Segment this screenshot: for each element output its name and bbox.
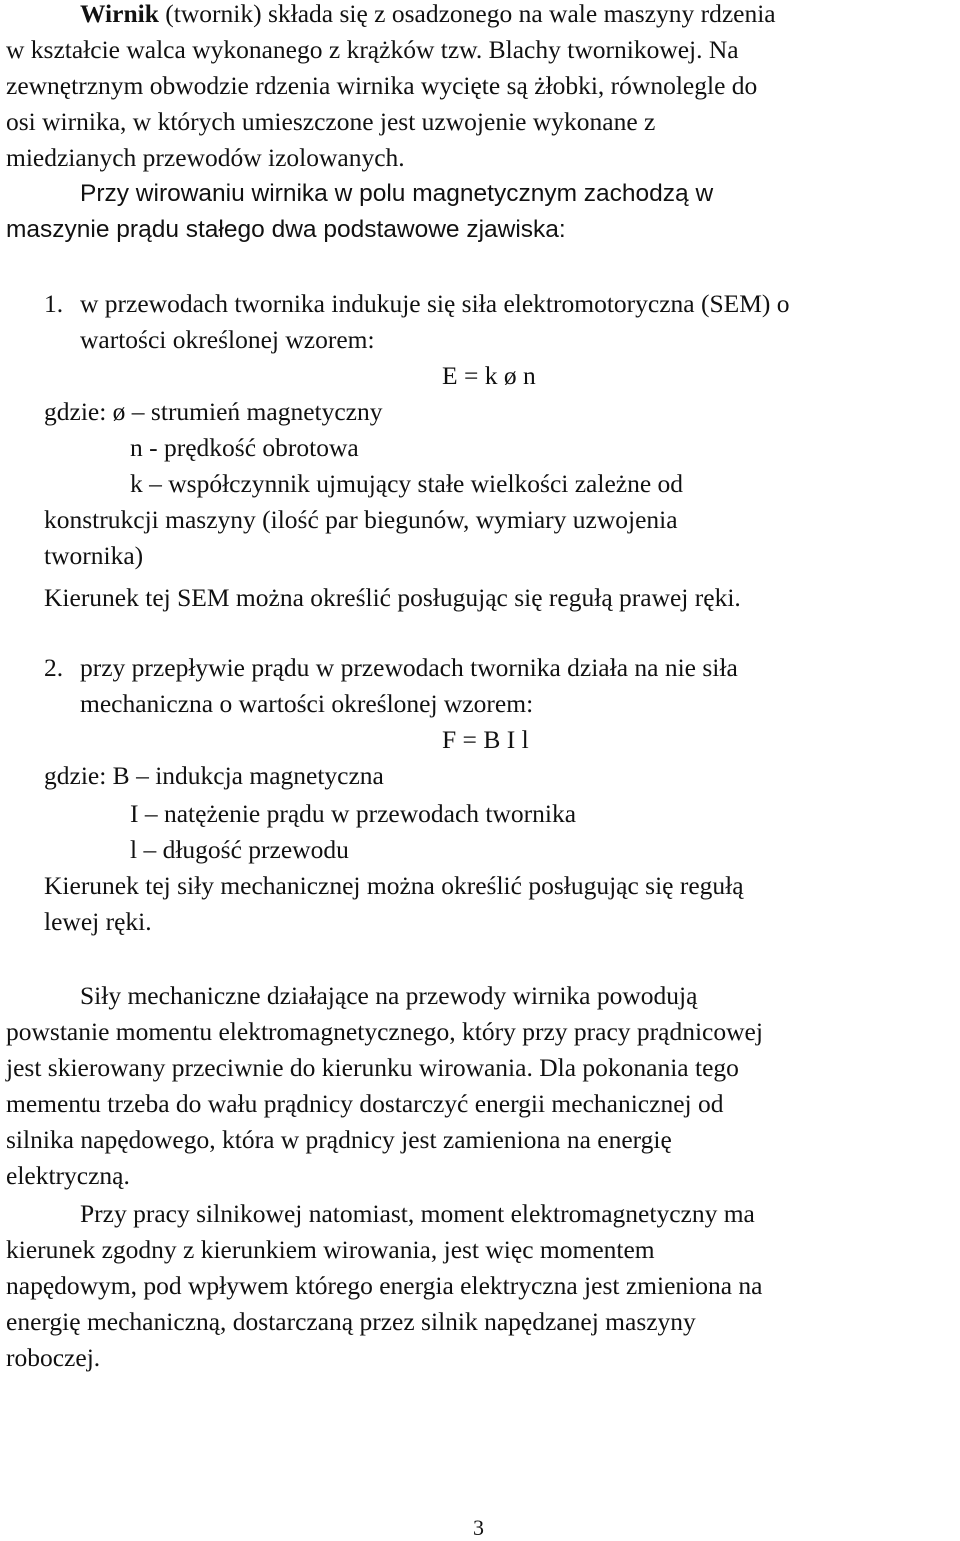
item1-where-4: konstrukcji maszyny (ilość par biegunów, wymiary uzwojenia (44, 505, 678, 534)
item1-where-5: twornika) (44, 541, 144, 570)
forces-line-5: silnika napędowego, która w prądnicy jest zamieniona na energię (6, 1125, 672, 1154)
phenomena-intro-line-2: maszynie prądu stałego dwa podstawowe zjawiska: (6, 216, 566, 243)
motor-line-2: kierunek zgodny z kierunkiem wirowania, jest więc momentem (6, 1235, 655, 1264)
item2-where-3: l – długość przewodu (130, 835, 349, 864)
item2-number: 2. (44, 653, 64, 682)
forces-line-2: powstanie momentu elektromagnetycznego, który przy pracy prądnicowej (6, 1017, 763, 1046)
item1-rule: Kierunek tej SEM można określić posługując się regułą prawej ręki. (44, 583, 741, 612)
forces-line-1: Siły mechaniczne działające na przewody wirnika powodują (80, 981, 698, 1010)
item1-where-3: k – współczynnik ujmujący stałe wielkości zależne od (130, 469, 684, 498)
motor-line-4: energię mechaniczną, dostarczaną przez silnik napędzanej maszyny (6, 1307, 696, 1336)
intro-line-1: Wirnik (twornik) składa się z osadzonego na wale maszyny rdzenia (80, 0, 776, 28)
intro-line-2: w kształcie walca wykonanego z krążków tzw. Blachy twornikowej. Na (6, 35, 739, 64)
item2-rule-1: Kierunek tej siły mechanicznej można określić posługując się regułą (44, 871, 744, 900)
motor-line-3: napędowym, pod wpływem którego energia elektryczna jest zmieniona na (6, 1271, 763, 1300)
item2-line-1: przy przepływie prądu w przewodach twornika działa na nie siła (80, 653, 738, 682)
phenomena-intro-line-1: Przy wirowaniu wirnika w polu magnetycznym zachodzą w (80, 180, 714, 207)
item1-formula: E = k ø n (442, 361, 536, 390)
forces-line-3: jest skierowany przeciwnie do kierunku wirowania. Dla pokonania tego (6, 1053, 739, 1082)
item2-where-2: I – natężenie prądu w przewodach twornika (130, 799, 577, 828)
item1-where-2: n - prędkość obrotowa (130, 433, 359, 462)
item2-line-2: mechaniczna o wartości określonej wzorem: (80, 689, 534, 718)
term-wirnik: Wirnik (80, 0, 159, 28)
intro-line-4: osi wirnika, w których umieszczone jest uzwojenie wykonane z (6, 107, 656, 136)
item1-where-1: gdzie: ø – strumień magnetyczny (44, 397, 383, 426)
motor-line-1: Przy pracy silnikowej natomiast, moment elektromagnetyczny ma (80, 1199, 755, 1228)
intro-line-3: zewnętrznym obwodzie rdzenia wirnika wycięte są żłobki, równolegle do (6, 71, 758, 100)
page-number: 3 (473, 1515, 484, 1540)
item1-number: 1. (44, 289, 64, 318)
forces-line-6: elektryczną. (6, 1161, 130, 1190)
item2-formula: F = B I l (442, 725, 529, 754)
item2-rule-2: lewej ręki. (44, 907, 152, 936)
item1-line-1: w przewodach twornika indukuje się siła elektromotoryczna (SEM) o (80, 289, 790, 318)
forces-line-4: mementu trzeba do wału prądnicy dostarczyć energii mechanicznej od (6, 1089, 724, 1118)
motor-line-5: roboczej. (6, 1343, 101, 1372)
item1-line-2: wartości określonej wzorem: (80, 325, 375, 354)
item2-where-1: gdzie: B – indukcja magnetyczna (44, 761, 384, 790)
intro-line-5: miedzianych przewodów izolowanych. (6, 143, 405, 172)
